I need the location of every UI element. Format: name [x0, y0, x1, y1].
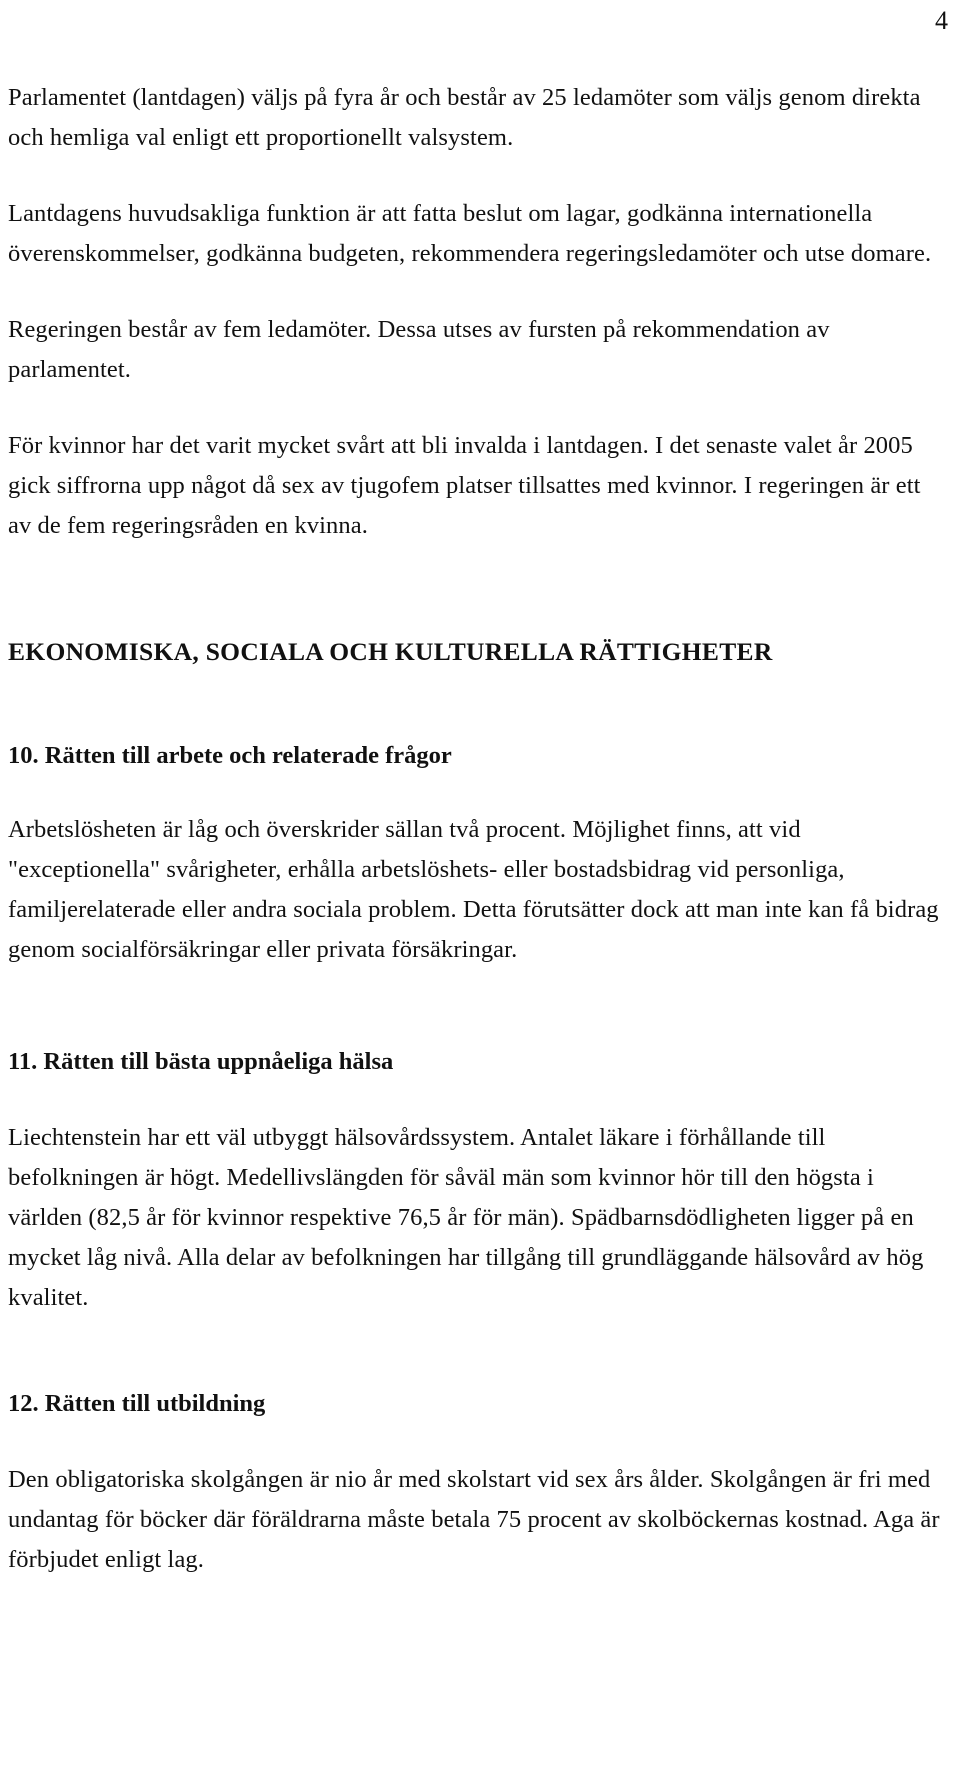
paragraph-government: Regeringen består av fem ledamöter. Dessa utses av fursten på rekommendation av parlamentet.	[8, 316, 830, 383]
article-12-text: Den obligatoriska skolgången är nio år med skolstart vid sex års ålder. Skolgången är fri med undantag för böcker där föräldrarna måste betala 75 procent av skolböckernas kostnad. Aga är förbjudet enligt lag.	[8, 1466, 940, 1573]
article-11-text: Liechtenstein har ett väl utbyggt hälsovårdssystem. Antalet läkare i förhållande till befolkningen är högt. Medellivslängden för såväl män som kvinnor hör till den högsta i världen (82,5 år för kvinnor respektive 76,5 år för män). Spädbarnsdödligheten ligger på en mycket låg nivå. Alla delar av befolkningen har tillgång till grundläggande hälsovård av hög kvalitet.	[8, 1124, 924, 1311]
article-10-heading: 10. Rätten till arbete och relaterade frågor	[8, 742, 452, 769]
article-12-heading: 12. Rätten till utbildning	[8, 1390, 266, 1417]
section-heading: EKONOMISKA, SOCIALA OCH KULTURELLA RÄTTIGHETER	[8, 637, 773, 666]
paragraph-parliament: Parlamentet (lantdagen) väljs på fyra år och består av 25 ledamöter som väljs genom direkta och hemliga val enligt ett proportionellt valsystem.	[8, 84, 921, 151]
page-number: 4	[935, 6, 948, 35]
article-11-heading: 11. Rätten till bästa uppnåeliga hälsa	[8, 1048, 394, 1075]
article-10-text: Arbetslösheten är låg och överskrider sällan två procent. Möjlighet finns, att vid "exceptionella" svårigheter, erhålla arbetslöshets- eller bostadsbidrag vid personliga, familjerelaterade eller andra sociala problem. Detta förutsätter dock att man inte kan få bidrag genom socialförsäkringar eller privata försäkringar.	[8, 816, 939, 963]
paragraph-lantdag-functions: Lantdagens huvudsakliga funktion är att fatta beslut om lagar, godkänna internationella överenskommelser, godkänna budgeten, rekommendera regeringsledamöter och utse domare.	[8, 200, 932, 267]
document-body	[8, 78, 948, 1580]
paragraph-women-representation: För kvinnor har det varit mycket svårt att bli invalda i lantdagen. I det senaste valet år 2005 gick siffrorna upp något då sex av tjugofem platser tillsattes med kvinnor. I regeringen är ett av de fem regeringsråden en kvinna.	[8, 432, 921, 539]
